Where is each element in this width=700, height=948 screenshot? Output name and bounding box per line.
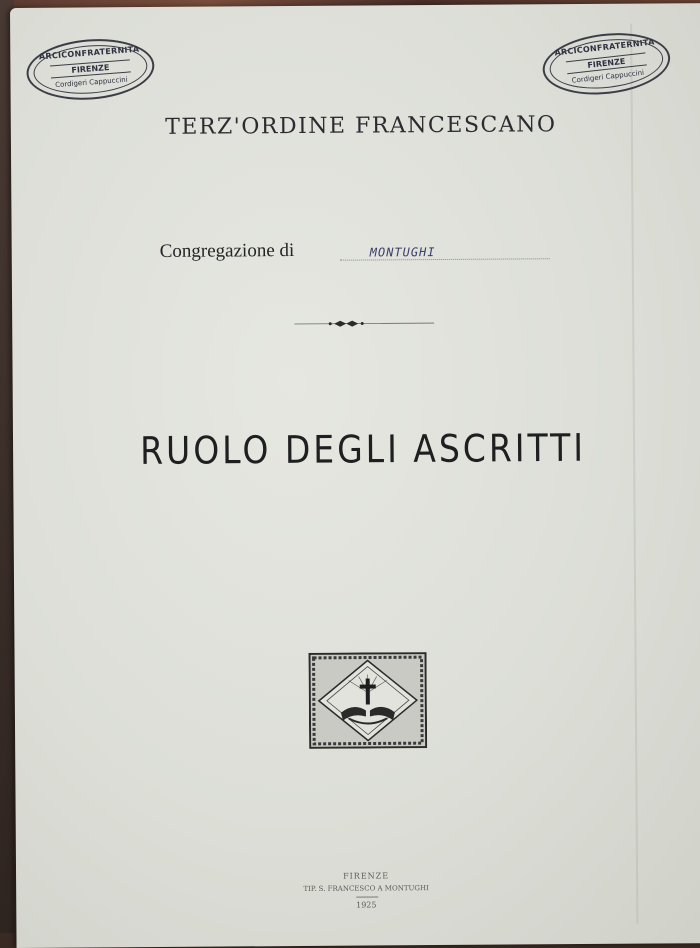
imprint-rule: [356, 896, 378, 897]
stamp-right-bottom-text: Cordigeri Cappuccini: [546, 66, 670, 88]
stamp-right-city: FIRENZE: [566, 52, 647, 74]
congregation-label: Congregazione di: [160, 240, 295, 263]
imprint-city: FIRENZE: [16, 869, 700, 883]
stamp-left: [24, 35, 156, 105]
imprint-year: 1925: [16, 898, 700, 912]
stamp-left-bottom-text: Cordigeri Cappuccini: [29, 74, 153, 91]
document-title: RUOLO DEGLI ASCRITTI: [13, 424, 700, 474]
congregation-handwritten-value: MONTUGHI: [370, 245, 436, 259]
imprint-printer: TIP. S. FRANCESCO A MONTUGHI: [16, 882, 700, 895]
ornament-divider: [294, 317, 434, 330]
page-crease: [630, 24, 638, 924]
franciscan-emblem-icon: [309, 652, 428, 749]
stamp-right-top-text: ARCICONFRATERNITA: [542, 36, 666, 59]
order-heading: TERZ'ORDINE FRANCESCANO: [11, 111, 700, 141]
stamp-left-city: FIRENZE: [50, 59, 131, 78]
stamp-right: [539, 27, 673, 101]
stamp-left-top-text: ARCICONFRATERNITA: [27, 44, 151, 62]
document-page: [10, 3, 700, 948]
